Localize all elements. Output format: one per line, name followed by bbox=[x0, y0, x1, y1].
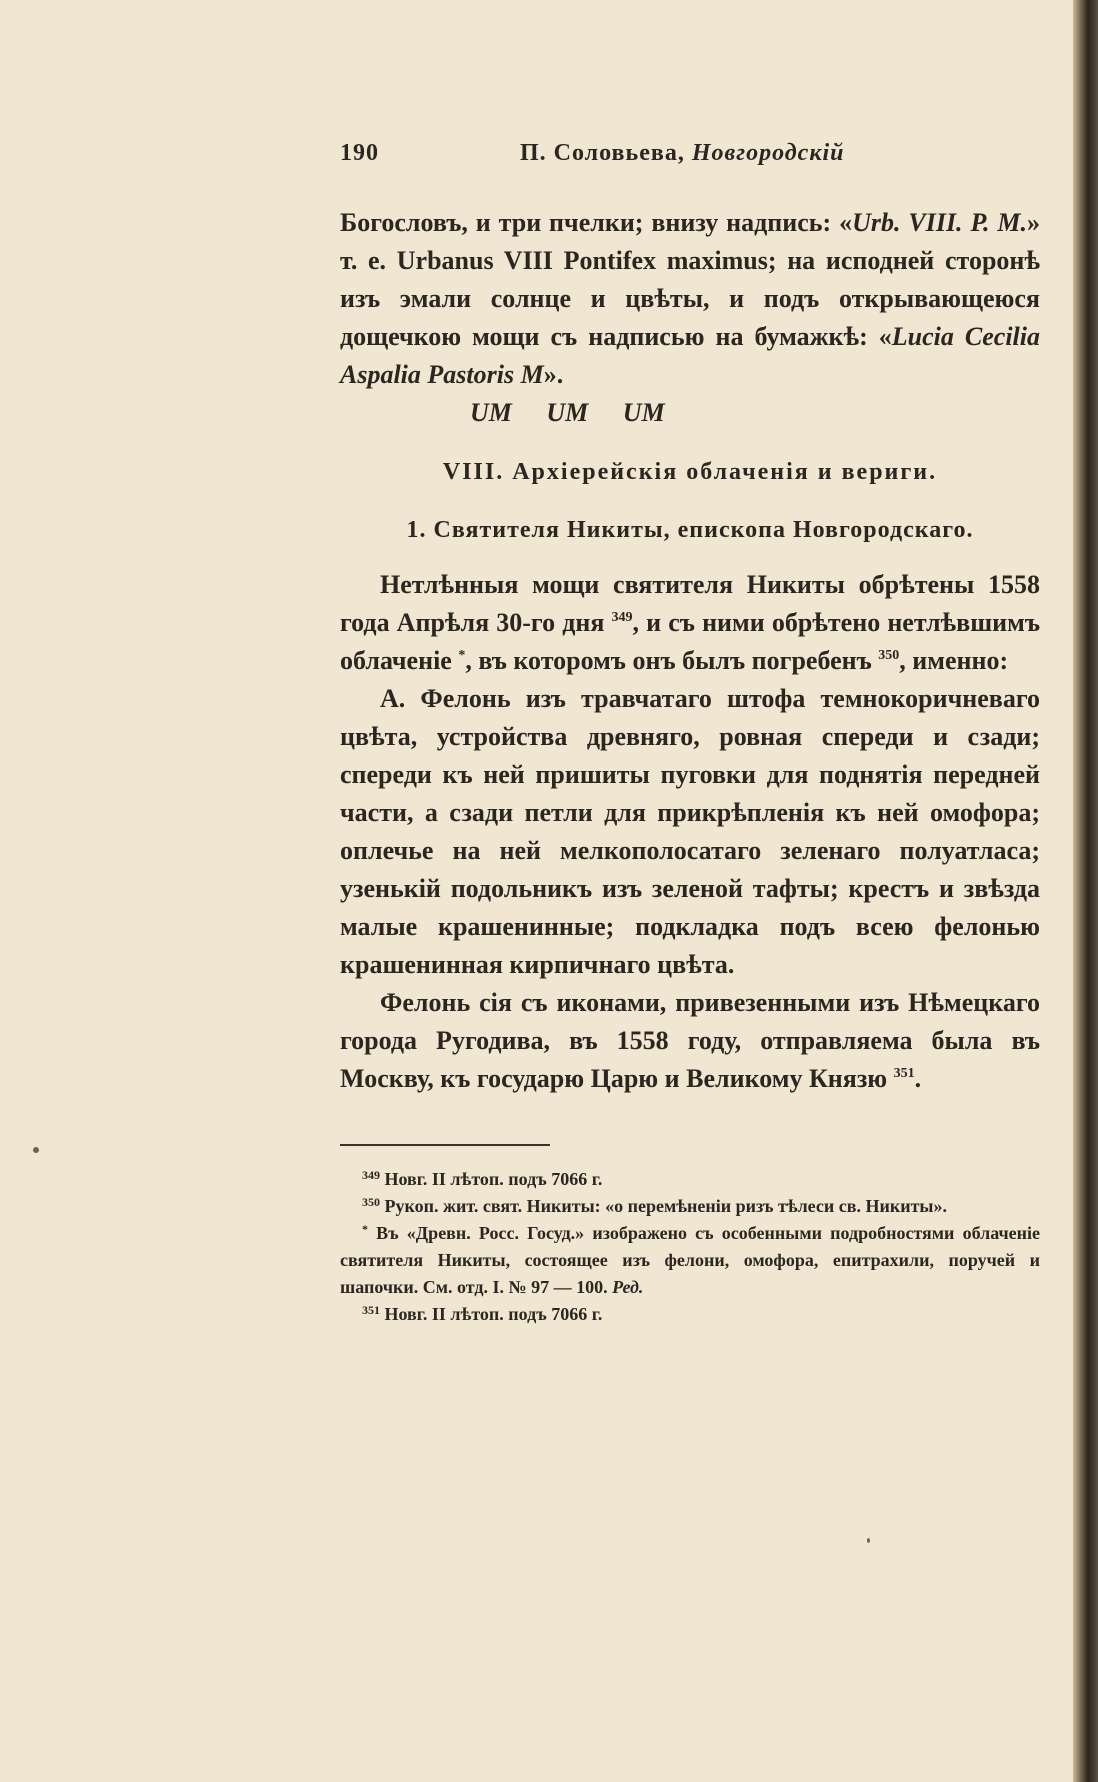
opening-paragraph bbox=[340, 204, 1040, 394]
running-title-author: П. Соловьева, bbox=[520, 140, 692, 166]
subsection-heading: 1. Святителя Никиты, епископа Новгородскаго. bbox=[406, 517, 974, 543]
footnote-ref[interactable]: * bbox=[458, 648, 466, 663]
text-run: » т. е. Urbanus VIII Pontifex maximus; на исподней сторонѣ изъ эмали солнце и цвѣты, и подъ открывающеюся дощечкою мощи съ надписью на бумажкѣ: « bbox=[340, 208, 1040, 351]
text-run: Богословъ, и три пчелки; внизу надпись: « bbox=[340, 208, 853, 237]
footnote-editor bbox=[340, 1220, 1040, 1301]
text-run: . bbox=[914, 1064, 922, 1093]
editor-note: Ред. bbox=[612, 1277, 644, 1297]
footnote-ref[interactable]: 351 bbox=[893, 1066, 915, 1081]
paragraph-1 bbox=[340, 566, 1040, 680]
footnote-text: Рукоп. жит. свят. Никиты: «о перемѣненіи ризъ тѣлеси св. Никиты». bbox=[380, 1196, 947, 1216]
footnote-divider bbox=[340, 1144, 550, 1146]
paper-speck bbox=[33, 1147, 39, 1153]
text-run: ». bbox=[543, 360, 564, 389]
monogram-line: UM UM UM bbox=[470, 398, 665, 427]
page-number: 190 bbox=[340, 140, 379, 166]
text-run: Нетлѣнныя мощи святителя Никиты обрѣтены 1558 года Апрѣля 30-го дня bbox=[340, 570, 1040, 637]
italic-inscription: Lucia Cecilia Aspalia Pastoris M bbox=[340, 322, 1040, 389]
running-head bbox=[340, 140, 1040, 180]
footnote-text: Новг. II лѣтоп. подъ 7066 г. bbox=[380, 1304, 603, 1324]
footnote-ref[interactable]: 350 bbox=[878, 648, 900, 663]
footnote-marker: 349 bbox=[362, 1168, 380, 1182]
italic-inscription: Urb. VIII. P. M. bbox=[852, 208, 1027, 237]
footnote-marker: * bbox=[362, 1222, 368, 1236]
paragraph-2: А. Фелонь изъ травчатаго штофа темнокоричневаго цвѣта, устройства древняго, ровная спереди и сзади; спереди къ ней пришиты пуговки для поднятія передней части, а сзади петли для прикрѣпленія къ ней омофора; оплечье на ней мелкополосатаго зеленаго полуатласа; узенькій подольникъ изъ зеленой тафты; крестъ и звѣзда малые крашенинные; подкладка подъ всею фелонью крашенинная кирпичнаго цвѣта. bbox=[340, 684, 1040, 979]
book-spine-edge bbox=[1073, 0, 1098, 1782]
paper-speck bbox=[867, 1538, 870, 1543]
footnote-349 bbox=[340, 1166, 1040, 1193]
running-title bbox=[520, 140, 1040, 167]
paragraph-3 bbox=[340, 984, 1040, 1098]
footnote-351 bbox=[340, 1301, 1040, 1328]
text-block bbox=[340, 140, 1040, 1328]
footnote-text: Въ «Древн. Росс. Госуд.» изображено съ особенными подробностями облаченіе святителя Никиты, состоящее изъ фелони, омофора, епитрахили, поручей и шапочки. См. отд. I. № 97 — 100. bbox=[340, 1223, 1040, 1297]
text-run: , именно: bbox=[899, 646, 1009, 675]
footnote-marker: 350 bbox=[362, 1195, 380, 1209]
footnote-marker: 351 bbox=[362, 1303, 380, 1317]
footnote-350 bbox=[340, 1193, 1040, 1220]
running-title-work: Новгородскій bbox=[691, 140, 845, 166]
text-run: , и съ ними обрѣтено нетлѣвшимъ облаченіе bbox=[340, 608, 1040, 675]
text-run: , въ которомъ онъ былъ погребенъ bbox=[465, 646, 879, 675]
footnote-ref[interactable]: 349 bbox=[611, 610, 633, 625]
text-run: Фелонь сія съ иконами, привезенными изъ Нѣмецкаго города Ругодива, въ 1558 году, отправляема была въ Москву, къ государю Царю и Великому Князю bbox=[340, 988, 1040, 1093]
footnote-text: Новг. II лѣтоп. подъ 7066 г. bbox=[380, 1169, 603, 1189]
section-heading: VIII. Архіерейскія облаченія и вериги. bbox=[442, 459, 938, 485]
